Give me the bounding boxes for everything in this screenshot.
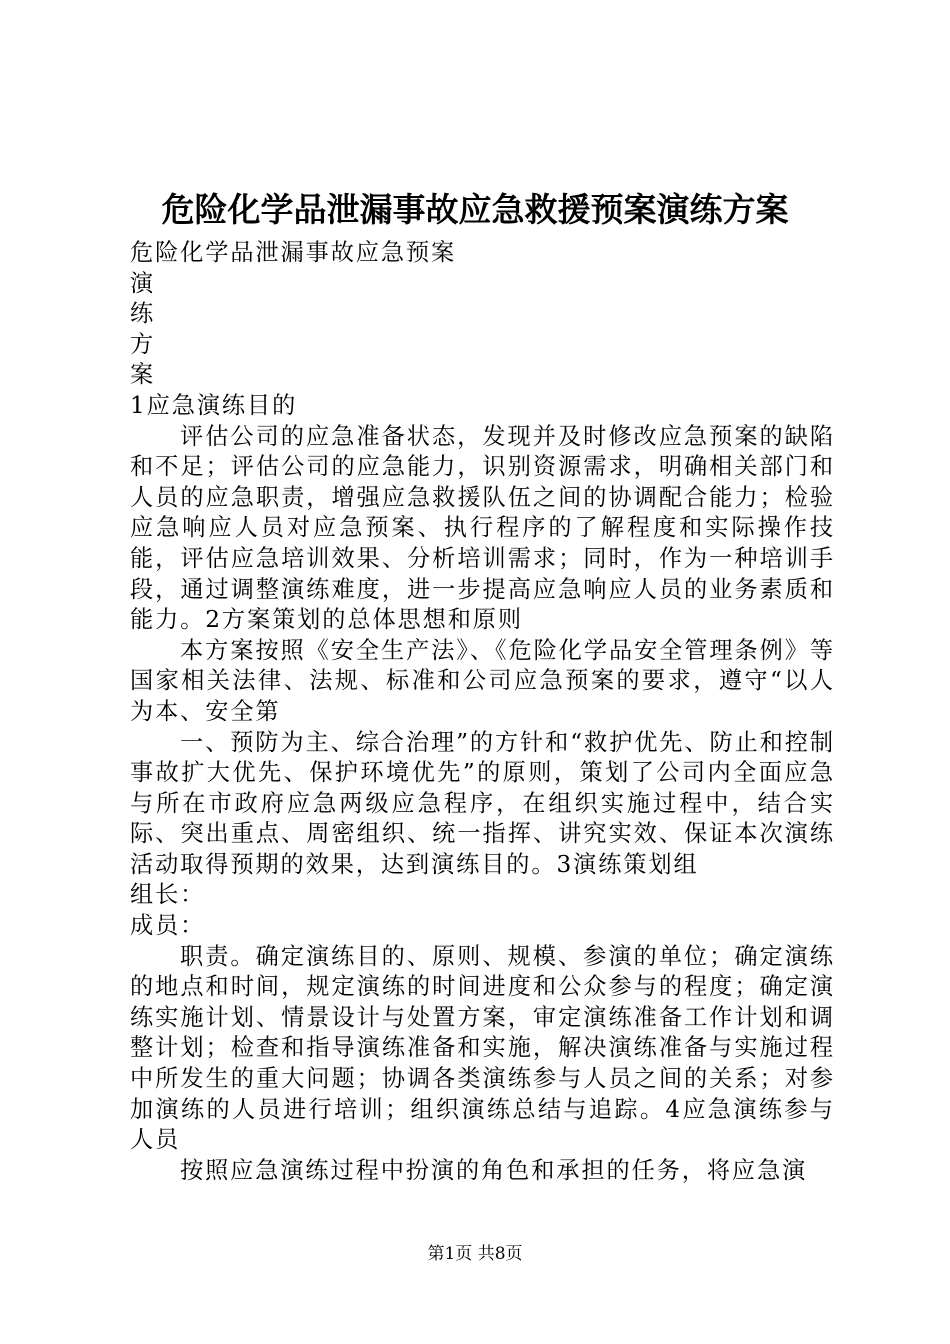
paragraph: 演 xyxy=(130,269,156,297)
paragraph: 危险化学品泄漏事故应急预案 xyxy=(130,239,457,266)
document-body xyxy=(130,238,835,1186)
paragraph: 本方案按照《安全生产法》、《危险化学品安全管理条例》等国家相关法律、法规、标准和公司应急预案的要求，遵守“以人为本、安全第 xyxy=(130,636,835,725)
paragraph: 组长： xyxy=(130,881,206,909)
paragraph: 按照应急演练过程中扮演的角色和承担的任务，将应急演 xyxy=(180,1156,808,1184)
paragraph: 职责。确定演练目的、原则、规模、参演的单位；确定演练的地点和时间，规定演练的时间进度和公众参与的程度；确定演练实施计划、情景设计与处置方案，审定演练准备工作计划和调整计划；检查和指导演练准备和实施，解决演练准备与实施过程中所发生的重大问题；协调各类演练参与人员之间的关系；对参加演练的人员进行培训；组织演练总结与追踪。4应急演练参与人员 xyxy=(130,942,835,1154)
paragraph: 一、预防为主、综合治理”的方针和“救护优先、防止和控制事故扩大优先、保护环境优先”的原则，策划了公司内全面应急与所在市政府应急两级应急程序，在组织实施过程中，结合实际、突出重点、周密组织、统一指挥、讲究实效、保证本次演练活动取得预期的效果，达到演练目的。3演练策划组 xyxy=(130,728,835,878)
paragraph: 方 xyxy=(130,330,156,358)
document-title: 危险化学品泄漏事故应急救援预案演练方案 xyxy=(161,190,789,229)
section-heading: 1应急演练目的 xyxy=(130,391,298,419)
page-footer: 第1页 共8页 xyxy=(427,1244,523,1264)
paragraph: 练 xyxy=(130,300,156,328)
paragraph: 评估公司的应急准备状态，发现并及时修改应急预案的缺陷和不足；评估公司的应急能力，识别资源需求，明确相关部门和人员的应急职责，增强应急救援队伍之间的协调配合能力；检验应急响应人员对应急预案、执行程序的了解程度和实际操作技能，评估应急培训效果、分析培训需求；同时，作为一种培训手段，通过调整演练难度，进一步提高应急响应人员的业务素质和能力。2方案策划的总体思想和原则 xyxy=(130,422,835,634)
paragraph: 案 xyxy=(130,361,156,389)
paragraph: 成员： xyxy=(130,912,206,940)
